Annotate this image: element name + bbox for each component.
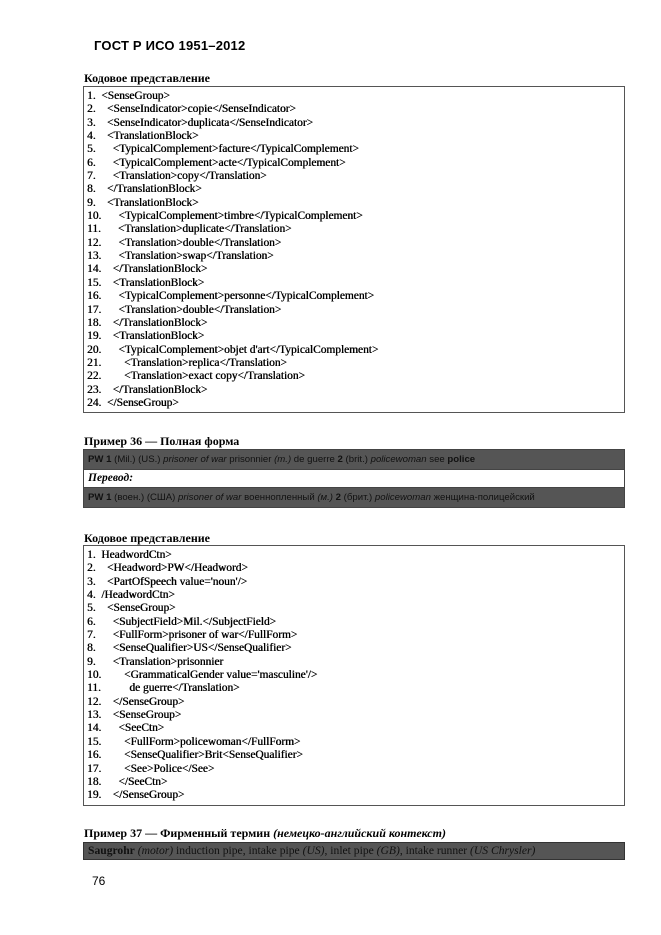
code-line: 1. HeadwordCtn> xyxy=(87,549,172,561)
code-line: 20. <TypicalComplement>objet d'art</TypicalComplement> xyxy=(87,343,379,356)
example-36-translation-entry xyxy=(84,488,624,507)
code-line: 15. <TranslationBlock> xyxy=(87,276,205,289)
example-37-entry xyxy=(83,842,625,860)
example-36-box xyxy=(83,449,625,508)
translation: prisonnier xyxy=(226,454,275,465)
code-listing-2 xyxy=(83,545,625,806)
headword: PW 1 xyxy=(88,454,112,465)
region-label: (US) xyxy=(302,844,325,857)
code-line: 17. <See>Police</See> xyxy=(87,762,215,775)
code-line: 1. <SenseGroup> xyxy=(87,90,170,102)
code-line: 13. <SenseGroup> xyxy=(87,709,182,722)
code-line: 8. </TranslationBlock> xyxy=(87,183,202,196)
full-form: policewoman xyxy=(370,454,427,465)
code-line: 14. </TranslationBlock> xyxy=(87,263,208,276)
code-line: 5. <SenseGroup> xyxy=(87,602,176,615)
qualifier: (воен.) (США) xyxy=(111,492,178,503)
code-line: 12. </SenseGroup> xyxy=(87,695,185,708)
full-form: prisoner of war xyxy=(178,492,242,503)
code-line: 24. </SenseGroup> xyxy=(87,396,179,409)
code-line: 2. <SenseIndicator>copie</SenseIndicator> xyxy=(87,103,296,116)
example-37-title-context: (немецко-английский контекст) xyxy=(273,826,446,840)
translation-label: Перевод: xyxy=(84,469,624,488)
sense-number: 2 xyxy=(337,454,343,465)
translation-cont: de guerre xyxy=(291,454,338,465)
qualifier: (brit.) xyxy=(342,454,371,465)
code-line: 14. <SeeCtn> xyxy=(87,722,165,735)
code-line: 12. <Translation>double</Translation> xyxy=(87,236,282,249)
document-header: ГОСТ Р ИСО 1951–2012 xyxy=(94,38,246,53)
code-line: 15. <FullForm>policewoman</FullForm> xyxy=(87,735,301,748)
example-37-title xyxy=(84,826,446,841)
code-line: 3. <SenseIndicator>duplicata</SenseIndicator> xyxy=(87,116,313,129)
code-line: 10. <GrammaticalGender value='masculine'/> xyxy=(87,669,318,682)
page-number: 76 xyxy=(92,874,106,888)
code-line: 18. </TranslationBlock> xyxy=(87,316,208,329)
translation: , inlet pipe xyxy=(324,844,377,857)
translation: женщина-полицейский xyxy=(430,492,535,503)
code-line: 6. <TypicalComplement>acte</TypicalComplement> xyxy=(87,156,346,169)
code-line: 17. <Translation>double</Translation> xyxy=(87,303,282,316)
code-listing-1 xyxy=(83,86,625,413)
translation: военнопленный xyxy=(241,492,318,503)
code-section-label: Кодовое представление xyxy=(84,71,210,85)
qualifier: (брит.) xyxy=(341,492,375,503)
code-line: 7. <Translation>copy</Translation> xyxy=(87,170,267,183)
code-line: 4. /HeadwordCtn> xyxy=(87,589,175,602)
code-line: 7. <FullForm>prisoner of war</FullForm> xyxy=(87,629,298,642)
code-line: 13. <Translation>swap</Translation> xyxy=(87,250,274,263)
see-target: police xyxy=(447,454,476,465)
translation: induction pipe, intake pipe xyxy=(173,844,303,857)
gender: (м.) xyxy=(317,492,333,503)
code-line: 9. <Translation>prisonnier xyxy=(87,655,224,668)
code-line: 16. <SenseQualifier>Brit<SenseQualifier> xyxy=(87,749,303,762)
code-line: 2. <Headword>PW</Headword> xyxy=(87,562,248,575)
code-line: 19. </SenseGroup> xyxy=(87,789,185,802)
code-line: 21. <Translation>replica</Translation> xyxy=(87,356,287,369)
example-36-title: Пример 36 — Полная форма xyxy=(84,434,240,448)
code-line: 19. <TranslationBlock> xyxy=(87,330,205,343)
code-line: 8. <SenseQualifier>US</SenseQualifier> xyxy=(87,642,292,655)
see-label: see xyxy=(426,454,448,465)
code-line: 3. <PartOfSpeech value='noun'/> xyxy=(87,575,248,588)
code-line: 6. <SubjectField>Mil.</SubjectField> xyxy=(87,615,276,628)
code-section-label-2: Кодовое представление xyxy=(84,531,210,545)
code-line: 9. <TranslationBlock> xyxy=(87,196,199,209)
full-form: prisoner of war xyxy=(163,454,227,465)
example-37-title-prefix: Пример 37 — Фирменный термин xyxy=(84,826,274,840)
code-line: 10. <TypicalComplement>timbre</TypicalComplement> xyxy=(87,210,363,223)
region-label: (GB) xyxy=(376,844,400,857)
gender: (m.) xyxy=(274,454,292,465)
code-line: 22. <Translation>exact copy</Translation> xyxy=(87,370,305,383)
sense-number: 2 xyxy=(333,492,342,503)
code-line: 18. </SeeCtn> xyxy=(87,775,168,788)
headword: Saugrohr xyxy=(88,844,135,857)
code-line: 11. de guerre</Translation> xyxy=(87,682,240,695)
region-label: (US Chrysler) xyxy=(470,844,536,857)
full-form: policewoman xyxy=(374,492,431,503)
code-line: 23. </TranslationBlock> xyxy=(87,383,208,396)
code-line: 5. <TypicalComplement>facture</TypicalComplement> xyxy=(87,143,359,156)
subject-label: (motor) xyxy=(137,844,174,857)
headword: PW 1 xyxy=(88,492,112,503)
code-line: 4. <TranslationBlock> xyxy=(87,130,199,143)
translation: , intake runner xyxy=(399,844,471,857)
code-line: 16. <TypicalComplement>personne</TypicalComplement> xyxy=(87,290,374,303)
example-36-entry xyxy=(84,450,624,469)
code-line: 11. <Translation>duplicate</Translation> xyxy=(87,223,292,236)
qualifier: (Mil.) (US.) xyxy=(111,454,164,465)
